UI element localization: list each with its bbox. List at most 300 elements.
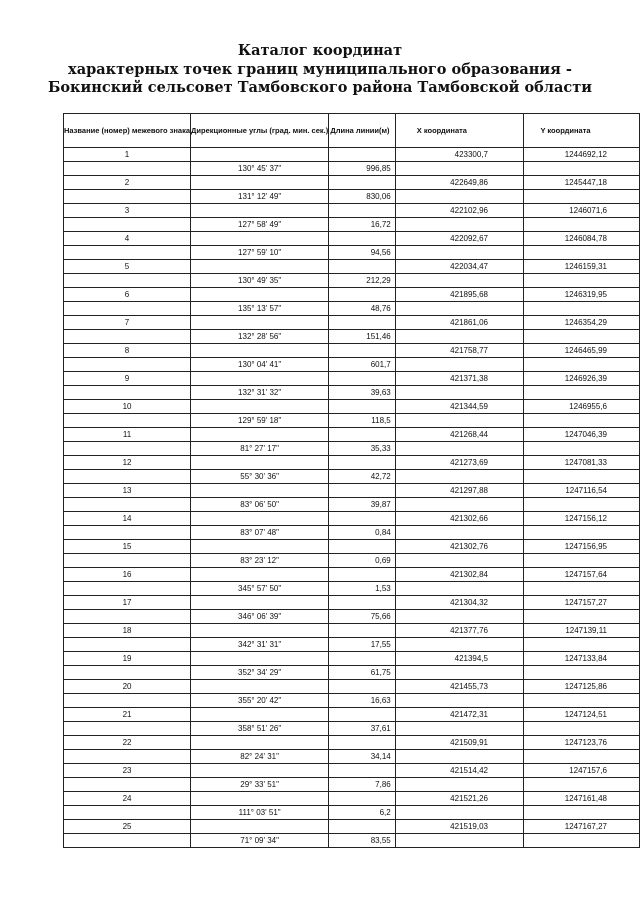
direction-angle: 82° 24' 31" [191,750,329,764]
empty-cell [395,498,523,512]
point-row [64,596,640,610]
empty-cell [64,834,191,848]
point-name: 20 [64,680,191,694]
x-coordinate: 421377,76 [395,624,523,638]
direction-angle: 132° 28' 56" [191,330,329,344]
empty-cell [395,330,523,344]
segment-row [64,414,640,428]
line-length: 212,29 [329,274,396,288]
empty-cell [191,232,329,246]
point-name: 8 [64,344,191,358]
segment-row [64,778,640,792]
point-name: 14 [64,512,191,526]
empty-cell [329,344,396,358]
point-name: 24 [64,792,191,806]
empty-cell [191,456,329,470]
point-name: 21 [64,708,191,722]
empty-cell [524,638,640,652]
direction-angle: 130° 49' 35" [191,274,329,288]
y-coordinate: 1246955,6 [524,400,640,414]
direction-angle: 83° 06' 50" [191,498,329,512]
line-length: 16,72 [329,218,396,232]
empty-cell [329,540,396,554]
segment-row [64,442,640,456]
direction-angle: 127° 59' 10" [191,246,329,260]
segment-row [64,666,640,680]
x-coordinate: 421268,44 [395,428,523,442]
point-row [64,512,640,526]
point-name: 23 [64,764,191,778]
segment-row [64,470,640,484]
empty-cell [191,792,329,806]
x-coordinate: 421297,88 [395,484,523,498]
empty-cell [524,694,640,708]
empty-cell [395,246,523,260]
x-coordinate: 421472,31 [395,708,523,722]
point-name: 7 [64,316,191,330]
x-coordinate: 421302,84 [395,568,523,582]
segment-row [64,162,640,176]
empty-cell [191,624,329,638]
point-row [64,484,640,498]
empty-cell [329,568,396,582]
point-name: 22 [64,736,191,750]
empty-cell [329,176,396,190]
empty-cell [329,624,396,638]
segment-row [64,302,640,316]
empty-cell [64,638,191,652]
point-row [64,708,640,722]
point-name: 11 [64,428,191,442]
empty-cell [329,148,396,162]
segment-row [64,582,640,596]
line-length: 39,87 [329,498,396,512]
line-length: 7,86 [329,778,396,792]
point-row [64,792,640,806]
x-coordinate: 421455,73 [395,680,523,694]
point-row [64,260,640,274]
empty-cell [191,176,329,190]
direction-angle: 55° 30' 36" [191,470,329,484]
y-coordinate: 1246159,31 [524,260,640,274]
point-name: 19 [64,652,191,666]
point-name: 17 [64,596,191,610]
empty-cell [191,596,329,610]
y-coordinate: 1246071,6 [524,204,640,218]
empty-cell [191,344,329,358]
point-name: 12 [64,456,191,470]
header-angle: Дирекционные углы (град. мин. сек.) [191,114,329,148]
empty-cell [64,750,191,764]
y-coordinate: 1247156,95 [524,540,640,554]
empty-cell [191,204,329,218]
line-length: 118,5 [329,414,396,428]
empty-cell [329,232,396,246]
y-coordinate: 1246465,99 [524,344,640,358]
empty-cell [395,470,523,484]
point-row [64,204,640,218]
empty-cell [64,806,191,820]
empty-cell [395,778,523,792]
empty-cell [191,260,329,274]
empty-cell [191,540,329,554]
direction-angle: 83° 23' 12" [191,554,329,568]
y-coordinate: 1247133,84 [524,652,640,666]
empty-cell [524,330,640,344]
line-length: 17,55 [329,638,396,652]
point-row [64,372,640,386]
empty-cell [524,806,640,820]
empty-cell [329,736,396,750]
direction-angle: 355° 20' 42" [191,694,329,708]
point-row [64,456,640,470]
empty-cell [191,372,329,386]
empty-cell [191,316,329,330]
empty-cell [329,260,396,274]
segment-row [64,638,640,652]
point-name: 13 [64,484,191,498]
empty-cell [64,218,191,232]
empty-cell [191,680,329,694]
empty-cell [329,484,396,498]
empty-cell [395,414,523,428]
empty-cell [329,288,396,302]
point-row [64,148,640,162]
empty-cell [524,386,640,400]
y-coordinate: 1246319,95 [524,288,640,302]
empty-cell [191,148,329,162]
line-length: 16,63 [329,694,396,708]
direction-angle: 83° 07' 48" [191,526,329,540]
x-coordinate: 422649,86 [395,176,523,190]
line-length: 39,63 [329,386,396,400]
empty-cell [64,554,191,568]
empty-cell [64,666,191,680]
segment-row [64,330,640,344]
empty-cell [191,568,329,582]
line-length: 83,55 [329,834,396,848]
point-row [64,568,640,582]
direction-angle: 358° 51' 26" [191,722,329,736]
point-name: 3 [64,204,191,218]
line-length: 151,46 [329,330,396,344]
empty-cell [524,218,640,232]
empty-cell [524,526,640,540]
x-coordinate: 421344,59 [395,400,523,414]
empty-cell [524,414,640,428]
point-name: 15 [64,540,191,554]
segment-row [64,498,640,512]
empty-cell [329,708,396,722]
y-coordinate: 1247157,27 [524,596,640,610]
point-row [64,400,640,414]
y-coordinate: 1247139,11 [524,624,640,638]
table-body [64,148,640,848]
direction-angle: 132° 31' 32" [191,386,329,400]
empty-cell [395,666,523,680]
line-length: 830,06 [329,190,396,204]
empty-cell [64,442,191,456]
line-length: 37,61 [329,722,396,736]
coordinates-table [63,113,640,848]
point-row [64,176,640,190]
empty-cell [329,652,396,666]
empty-cell [64,190,191,204]
empty-cell [64,610,191,624]
empty-cell [395,442,523,456]
y-coordinate: 1244692,12 [524,148,640,162]
point-row [64,428,640,442]
line-length: 6,2 [329,806,396,820]
point-name: 16 [64,568,191,582]
point-row [64,652,640,666]
empty-cell [524,302,640,316]
point-name: 25 [64,820,191,834]
empty-cell [395,610,523,624]
empty-cell [64,414,191,428]
y-coordinate: 1247167,27 [524,820,640,834]
header-y: Y координата [524,114,640,148]
y-coordinate: 1247161,48 [524,792,640,806]
y-coordinate: 1247157,64 [524,568,640,582]
line-length: 601,7 [329,358,396,372]
empty-cell [191,820,329,834]
empty-cell [524,750,640,764]
point-row [64,232,640,246]
empty-cell [191,764,329,778]
x-coordinate: 421758,77 [395,344,523,358]
catalog-title: Каталог координат [237,42,403,59]
empty-cell [395,218,523,232]
point-name: 9 [64,372,191,386]
y-coordinate: 1247124,51 [524,708,640,722]
x-coordinate: 422102,96 [395,204,523,218]
direction-angle: 81° 27' 17" [191,442,329,456]
header-length: Длина линии(м) [329,114,396,148]
line-length: 42,72 [329,470,396,484]
empty-cell [524,778,640,792]
empty-cell [191,428,329,442]
y-coordinate: 1247081,33 [524,456,640,470]
segment-row [64,750,640,764]
empty-cell [64,246,191,260]
y-coordinate: 1245447,18 [524,176,640,190]
y-coordinate: 1246926,39 [524,372,640,386]
segment-row [64,246,640,260]
empty-cell [329,204,396,218]
y-coordinate: 1247156,12 [524,512,640,526]
point-row [64,820,640,834]
empty-cell [395,190,523,204]
empty-cell [191,288,329,302]
point-name: 18 [64,624,191,638]
empty-cell [524,358,640,372]
segment-row [64,610,640,624]
line-length: 48,76 [329,302,396,316]
x-coordinate: 423300,7 [395,148,523,162]
empty-cell [191,400,329,414]
direction-angle: 130° 45' 37" [191,162,329,176]
segment-row [64,554,640,568]
direction-angle: 346° 06' 39" [191,610,329,624]
empty-cell [395,806,523,820]
direction-angle: 127° 58' 49" [191,218,329,232]
point-name: 4 [64,232,191,246]
empty-cell [64,694,191,708]
x-coordinate: 421521,26 [395,792,523,806]
empty-cell [524,498,640,512]
empty-cell [395,162,523,176]
empty-cell [329,372,396,386]
empty-cell [329,820,396,834]
point-name: 5 [64,260,191,274]
y-coordinate: 1246084,78 [524,232,640,246]
empty-cell [329,400,396,414]
y-coordinate: 1247125,86 [524,680,640,694]
empty-cell [395,274,523,288]
point-row [64,624,640,638]
line-length: 94,56 [329,246,396,260]
empty-cell [395,554,523,568]
x-coordinate: 421273,69 [395,456,523,470]
point-name: 2 [64,176,191,190]
x-coordinate: 422034,47 [395,260,523,274]
empty-cell [64,526,191,540]
x-coordinate: 421302,66 [395,512,523,526]
empty-cell [64,498,191,512]
y-coordinate: 1246354,29 [524,316,640,330]
empty-cell [64,470,191,484]
x-coordinate: 421304,32 [395,596,523,610]
empty-cell [191,736,329,750]
point-row [64,764,640,778]
empty-cell [64,386,191,400]
segment-row [64,358,640,372]
x-coordinate: 421509,91 [395,736,523,750]
empty-cell [395,750,523,764]
point-row [64,288,640,302]
direction-angle: 131° 12' 49" [191,190,329,204]
point-row [64,736,640,750]
x-coordinate: 421394,5 [395,652,523,666]
empty-cell [191,708,329,722]
empty-cell [64,274,191,288]
point-row [64,316,640,330]
empty-cell [64,778,191,792]
point-name: 10 [64,400,191,414]
x-coordinate: 421519,03 [395,820,523,834]
line-length: 1,53 [329,582,396,596]
empty-cell [329,316,396,330]
segment-row [64,526,640,540]
line-length: 75,66 [329,610,396,624]
x-coordinate: 421514,42 [395,764,523,778]
segment-row [64,806,640,820]
empty-cell [329,428,396,442]
direction-angle: 111° 03' 51" [191,806,329,820]
empty-cell [395,386,523,400]
direction-angle: 129° 59' 18" [191,414,329,428]
line-length: 996,85 [329,162,396,176]
empty-cell [395,694,523,708]
x-coordinate: 421302,76 [395,540,523,554]
segment-row [64,274,640,288]
empty-cell [191,512,329,526]
empty-cell [395,526,523,540]
empty-cell [64,302,191,316]
empty-cell [395,582,523,596]
empty-cell [395,302,523,316]
direction-angle: 29° 33' 51" [191,778,329,792]
x-coordinate: 421895,68 [395,288,523,302]
empty-cell [524,554,640,568]
empty-cell [64,582,191,596]
segment-row [64,218,640,232]
y-coordinate: 1247123,76 [524,736,640,750]
empty-cell [395,638,523,652]
empty-cell [524,722,640,736]
line-length: 34,14 [329,750,396,764]
direction-angle: 345° 57' 50" [191,582,329,596]
empty-cell [191,484,329,498]
catalog-subtitle-line1: характерных точек границ муниципального образования - [68,61,572,78]
x-coordinate: 421371,38 [395,372,523,386]
segment-row [64,386,640,400]
empty-cell [329,512,396,526]
point-row [64,344,640,358]
empty-cell [64,330,191,344]
empty-cell [395,722,523,736]
empty-cell [329,596,396,610]
line-length: 35,33 [329,442,396,456]
point-row [64,540,640,554]
empty-cell [395,834,523,848]
empty-cell [524,162,640,176]
empty-cell [64,358,191,372]
direction-angle: 342° 31' 31" [191,638,329,652]
empty-cell [524,246,640,260]
segment-row [64,834,640,848]
empty-cell [64,722,191,736]
line-length: 0,84 [329,526,396,540]
empty-cell [524,470,640,484]
empty-cell [329,792,396,806]
y-coordinate: 1247157,6 [524,764,640,778]
empty-cell [329,680,396,694]
catalog-subtitle-line2: Бокинский сельсовет Тамбовского района Тамбовской области [47,79,592,96]
header-x: X координата [395,114,523,148]
segment-row [64,722,640,736]
segment-row [64,190,640,204]
empty-cell [64,162,191,176]
x-coordinate: 422092,67 [395,232,523,246]
table-header-row [64,114,640,148]
empty-cell [395,358,523,372]
point-row [64,680,640,694]
y-coordinate: 1247116,54 [524,484,640,498]
point-name: 6 [64,288,191,302]
empty-cell [524,274,640,288]
segment-row [64,694,640,708]
empty-cell [524,582,640,596]
empty-cell [524,666,640,680]
empty-cell [191,652,329,666]
line-length: 0,69 [329,554,396,568]
line-length: 61,75 [329,666,396,680]
empty-cell [329,456,396,470]
header-name: Название (номер) межевого знака [64,114,191,148]
empty-cell [329,764,396,778]
